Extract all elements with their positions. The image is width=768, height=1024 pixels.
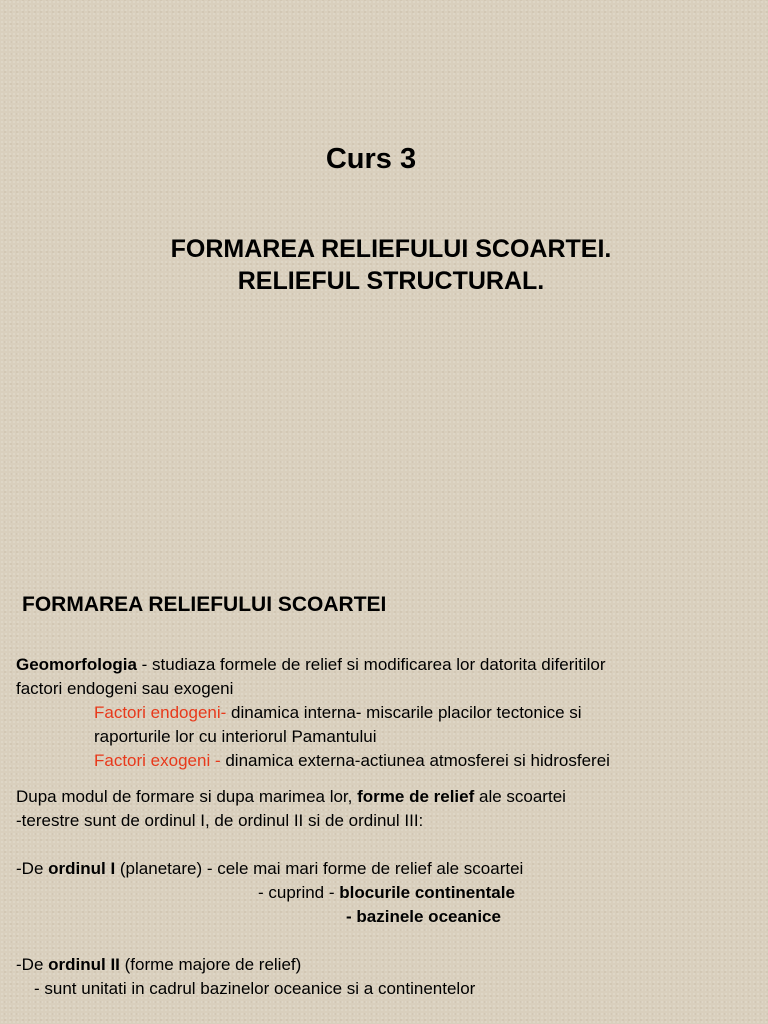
exogenous-label: Factori exogeni - xyxy=(94,751,221,770)
endogenous-factors xyxy=(16,701,761,725)
exogenous-text: dinamica externa-actiunea atmosferei si hidrosferei xyxy=(220,751,610,770)
geomorfologia-def-2: factori endogeni sau exogeni xyxy=(16,679,234,698)
formation-line-1 xyxy=(16,785,761,809)
formation-relief-forms: forme de relief xyxy=(357,787,475,806)
main-title xyxy=(0,233,768,297)
exogenous-factors xyxy=(16,749,761,773)
main-title-line-1: FORMAREA RELIEFULUI SCOARTEI. xyxy=(170,235,612,263)
order-1-prefix: -De xyxy=(16,859,49,878)
endogenous-text-2: raporturile lor cu interiorul Pamantului xyxy=(94,727,377,746)
order-1-item-oceanic: - bazinele oceanice xyxy=(346,907,501,926)
order-2-sub: - sunt unitati in cadrul bazinelor oceanice si a continentelor xyxy=(34,979,476,998)
formation-line-2: -terestre sunt de ordinul I, de ordinul II si de ordinul III: xyxy=(16,811,424,830)
course-title: Curs 3 xyxy=(325,143,417,175)
endogenous-label: Factori endogeni- xyxy=(94,703,227,722)
geomorfologia-definition xyxy=(16,653,761,677)
order-2-prefix: -De xyxy=(16,955,49,974)
slide-content xyxy=(0,560,768,1024)
order-1-includes-prefix: - cuprind - xyxy=(258,883,340,902)
main-title-line-2: RELIEFUL STRUCTURAL. xyxy=(237,267,545,295)
geomorfologia-term: Geomorfologia xyxy=(16,655,137,674)
order-2-desc: (forme majore de relief) xyxy=(119,955,302,974)
section-heading: FORMAREA RELIEFULUI SCOARTEI xyxy=(22,593,387,616)
formation-text-c: ale scoartei xyxy=(474,787,566,806)
order-1-desc: (planetare) - cele mai mari forme de relief ale scoartei xyxy=(115,859,524,878)
order-1-label: ordinul I xyxy=(48,859,116,878)
endogenous-text-1: dinamica interna- miscarile placilor tectonice si xyxy=(226,703,582,722)
order-2-label: ordinul II xyxy=(48,955,120,974)
order-1-item-continental: blocurile continentale xyxy=(339,883,515,902)
order-1-includes xyxy=(16,881,761,905)
slide-body xyxy=(16,653,761,1001)
order-2-line xyxy=(16,953,761,977)
geomorfologia-def-1: - studiaza formele de relief si modificarea lor datorita diferitilor xyxy=(136,655,606,674)
order-1-line xyxy=(16,857,761,881)
formation-text-a: Dupa modul de formare si dupa marimea lor, xyxy=(16,787,358,806)
